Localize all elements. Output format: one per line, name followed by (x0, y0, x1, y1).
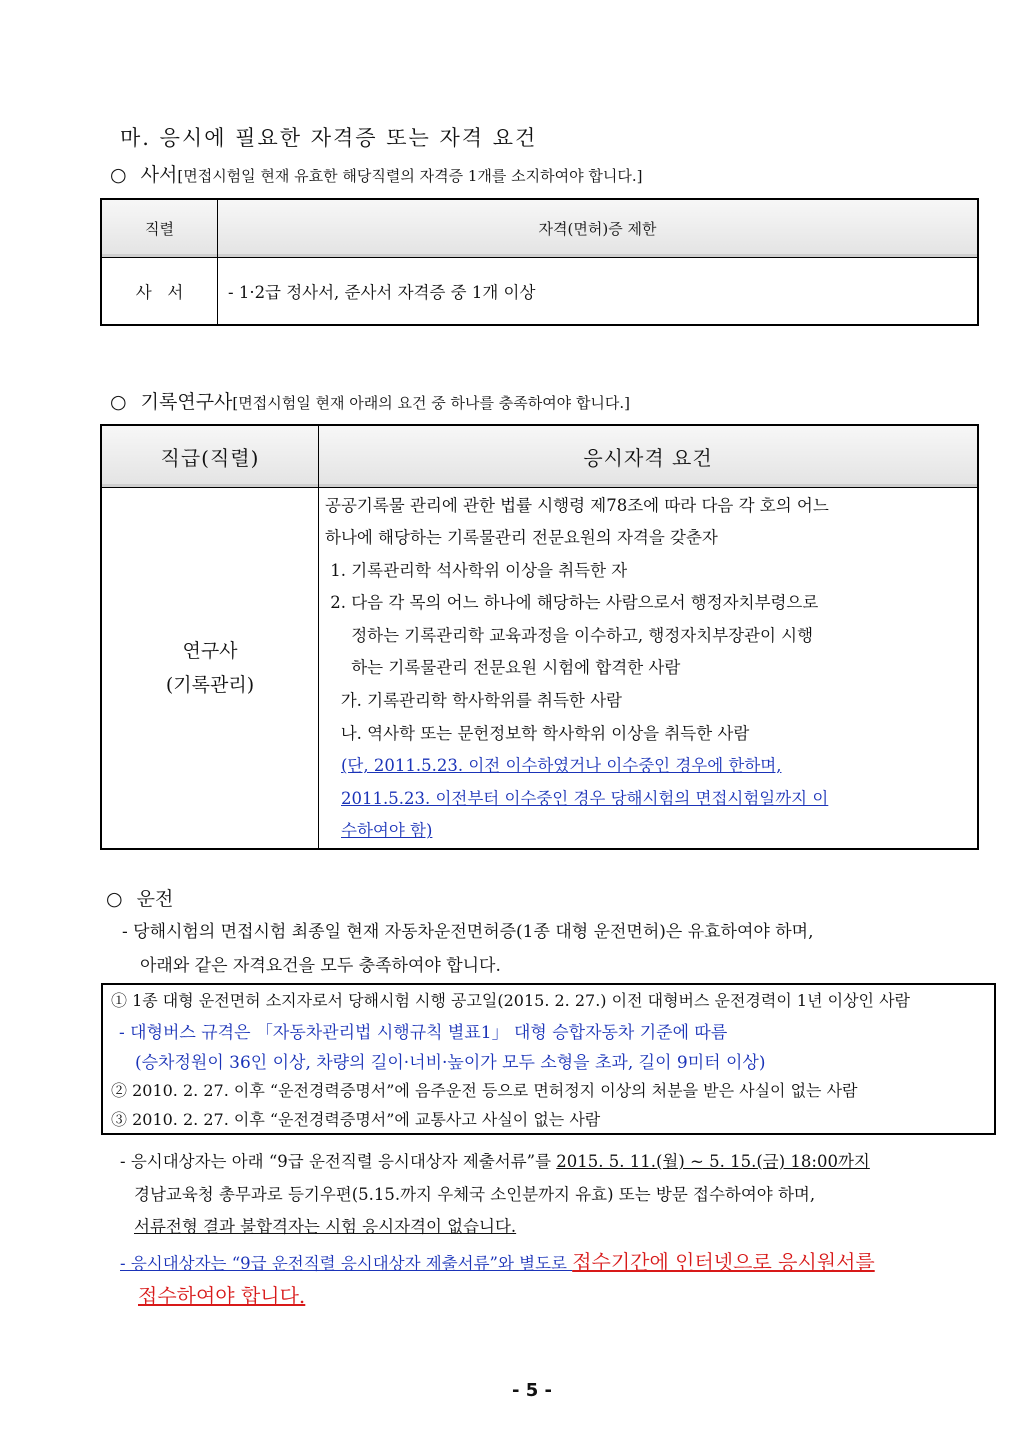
online-application-intro: - 응시대상자는 “9급 운전직렬 응시대상자 제출서류”와 별도로 (120, 1254, 573, 1273)
bullet-mark: ○ (110, 391, 127, 413)
archivist-note: [면접시험일 현재 아래의 요건 중 하나를 충족하여야 합니다.] (232, 394, 631, 412)
bullet-mark: ○ (110, 164, 127, 186)
qualification-line: 2. 다음 각 목의 어느 하나에 해당하는 사람으로서 행정자치부령으로 (325, 593, 819, 613)
qualification-note-line: 수하여야 함) (341, 821, 433, 841)
submission-line-3: 서류전형 결과 불합격자는 시험 응시자격이 없습니다. (134, 1217, 517, 1236)
table-cell-grade (101, 487, 319, 849)
qualification-note-line: 2011.5.23. 이전부터 이수중인 경우 당해시험의 면접시험일까지 이 (341, 788, 829, 808)
grade-line-1: 연구사 (182, 639, 238, 662)
driver-requirements-box (101, 983, 996, 1135)
submission-intro: - 응시대상자는 아래 “9급 운전직렬 응시대상자 제출서류”를 (120, 1152, 557, 1171)
requirement-item-2: ② 2010. 2. 27. 이후 “운전경력증명서”에 음주운전 등으로 면허정지 이상의 처분을 받은 사실이 없는 사람 (111, 1081, 858, 1100)
qualification-line: 정하는 기록관리학 교육과정을 이수하고, 행정자치부장관이 시행 (325, 625, 814, 645)
qualification-line: 하나에 해당하는 기록물관리 전문요원의 자격을 갖춘자 (325, 528, 718, 548)
driver-title: 운전 (136, 888, 174, 910)
table-header-grade: 직급(직렬) (101, 425, 319, 487)
requirement-sub-1: - 대형버스 규격은 「자동차관리법 시행규칙 별표1」 대형 승합자동차 기준에 따름 (119, 1023, 728, 1043)
online-application-emphasis: 접수기간에 인터넷으로 응시원서를 (572, 1250, 875, 1274)
section-title: 마. 응시에 필요한 자격증 또는 자격 요건 (120, 126, 538, 150)
table-header-qualification: 응시자격 요건 (319, 425, 979, 487)
table-cell-qualification (319, 487, 979, 849)
table-header-license: 자격(면허)증 제한 (218, 199, 979, 257)
page-number: - 5 - (512, 1380, 552, 1401)
requirement-item-3: ③ 2010. 2. 27. 이후 “운전경력증명서”에 교통사고 사실이 없는 사람 (111, 1110, 601, 1129)
qualification-line: 나. 역사학 또는 문헌정보학 학사학위 이상을 취득한 사람 (325, 723, 750, 743)
submission-line-2: 경남교육청 총무과로 등기우편(5.15.까지 우체국 소인분까지 유효) 또는 방문 접수하여야 하며, (134, 1185, 816, 1204)
requirement-item-1: ① 1종 대형 운전면허 소지자로서 당해시험 시행 공고일(2015. 2. 27.) 이전 대형버스 운전경력이 1년 이상인 사람 (111, 991, 910, 1010)
qualification-text (319, 488, 977, 849)
archivist-title: 기록연구사 (140, 391, 233, 413)
requirement-sub-2: (승차정원이 36인 이상, 차량의 길이·너비·높이가 모두 소형을 초과, 길이 9미터 이상) (135, 1053, 766, 1073)
librarian-table (100, 198, 979, 326)
qualification-line: 가. 기록관리학 학사학위를 취득한 사람 (325, 691, 622, 711)
qualification-note-line: (단, 2011.5.23. 이전 이수하였거나 이수중인 경우에 한하며, (341, 756, 782, 776)
driver-intro-line-2: 아래와 같은 자격요건을 모두 충족하여야 합니다. (140, 956, 501, 976)
online-application-line-1 (120, 1246, 875, 1275)
librarian-title: 사서 (140, 164, 178, 186)
qualification-line: 하는 기록물관리 전문요원 시험에 합격한 사람 (325, 658, 681, 678)
qualification-line: 1. 기록관리학 석사학위 이상을 취득한 자 (325, 560, 628, 580)
online-application-line-2: 접수하여야 합니다. (138, 1284, 306, 1308)
archivist-table (100, 424, 979, 850)
driver-intro-line-1: - 당해시험의 면접시험 최종일 현재 자동차운전면허증(1종 대형 운전면허)은 유효하여야 하며, (122, 922, 814, 942)
driver-heading (106, 884, 173, 911)
librarian-heading (110, 160, 642, 187)
table-header-position: 직렬 (101, 199, 218, 257)
bullet-mark: ○ (106, 888, 123, 910)
submission-line-1 (120, 1148, 870, 1172)
grade-line-2: (기록관리) (165, 673, 255, 696)
table-cell-position: 사 서 (101, 257, 218, 325)
submission-period: 2015. 5. 11.(월) ~ 5. 15.(금) 18:00까지 (556, 1152, 870, 1171)
librarian-note: [면접시험일 현재 유효한 해당직렬의 자격증 1개를 소지하여야 합니다.] (177, 167, 643, 185)
qualification-line: 공공기록물 관리에 관한 법률 시행령 제78조에 따라 다음 각 호의 어느 (325, 495, 829, 515)
table-cell-requirement: - 1·2급 정사서, 준사서 자격증 중 1개 이상 (218, 257, 979, 325)
archivist-heading (110, 387, 630, 414)
